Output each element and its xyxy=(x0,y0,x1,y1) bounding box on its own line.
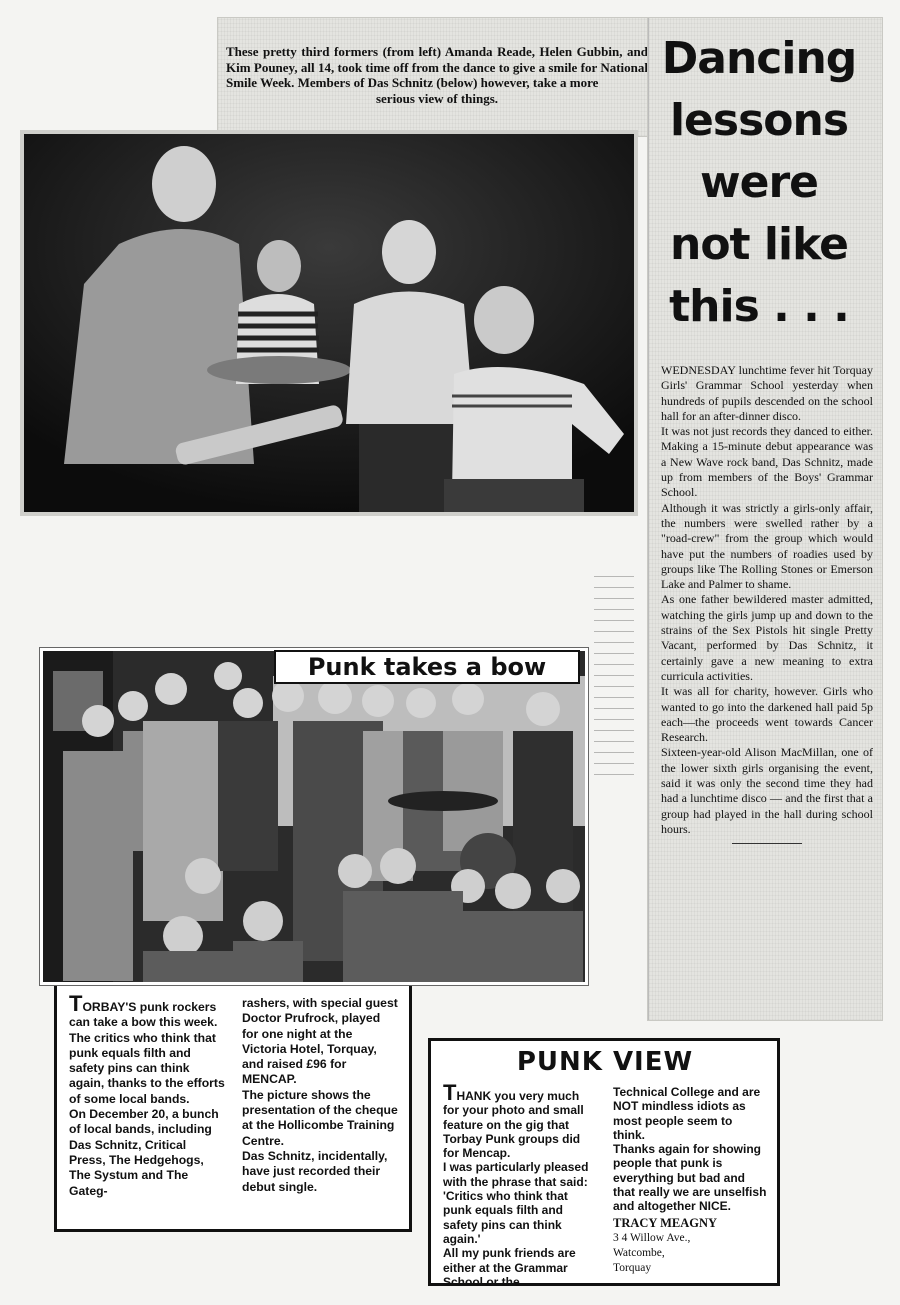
punk-view-letter xyxy=(428,1038,780,1289)
story-paragraph: Although it was strictly a girls-only affair, the numbers were swelled rather by a "road-crew" from the group which would have put the numbers of roadies used by groups like The Rolling Stones or Emerson Lake and Palmer to shame. xyxy=(661,500,873,592)
headline xyxy=(649,28,869,338)
dropcap: T xyxy=(443,1080,457,1105)
story-paragraph: It was all for charity, however. Girls who wanted to go into the darkened hall paid 5p each—the proceeds went towards Cancer Research. xyxy=(661,684,873,745)
letter-column-1 xyxy=(443,1080,597,1289)
letter-column-2 xyxy=(613,1085,767,1289)
headline-column xyxy=(648,18,882,1020)
torbay-article xyxy=(54,986,412,1232)
letter-paragraph: Technical College and are NOT mindless idiots as most people seem to think. xyxy=(613,1085,761,1142)
letter-title: PUNK VIEW xyxy=(516,1047,694,1077)
torbay-column-2 xyxy=(242,996,399,1199)
letter-paragraph: Thanks again for showing people that punk is everything but bad and that really we are unselfish and altogether NICE. xyxy=(613,1142,767,1214)
address-line: Watcombe, xyxy=(613,1246,665,1259)
torbay-paragraph: The picture shows the presentation of the cheque at the Hollicombe Training Centre. xyxy=(242,1087,398,1148)
headline-line: lessons xyxy=(669,95,849,146)
letter-paragraph: All my punk friends are either at the Grammar School or the xyxy=(443,1246,576,1289)
torbay-paragraph: On December 20, a bunch of local bands, including Das Schnitz, Critical Press, The Hedgehogs, The Systum and The Gateg- xyxy=(69,1107,219,1198)
caption-body: These pretty third formers (from left) Amanda Reade, Helen Gubbin, and Kim Pouney, all 14, took time off from the dance to give a smile for National Smile Week. Members of Das Schnitz (below) however, take a more xyxy=(226,44,648,90)
group-photo xyxy=(40,648,588,985)
torbay-paragraph: The critics who think that punk equals filth and safety pins can think again, thanks to the efforts of some local bands. xyxy=(69,1030,225,1106)
story-paragraph: As one father bewildered master admitted, watching the girls jump up and down to the strains of the Sex Pistols hit single Pretty Vacant, performed by Das Schnitz, it certainly gave a new meaning to extra curricula activities. xyxy=(661,592,873,683)
address-line: 3 4 Willow Ave., xyxy=(613,1231,691,1244)
story-paragraph: Sixteen-year-old Alison MacMillan, one of the lower sixth girls organising the event, said it was only the second time they had had a lunchtime disco — and the first that a group had played in the hall during school hours. xyxy=(661,745,873,836)
torbay-paragraph: ORBAY'S punk rockers can take a bow this week. xyxy=(69,1000,218,1030)
letter-signature: TRACY MEAGNY xyxy=(613,1215,718,1230)
end-rule xyxy=(732,843,802,844)
band-photo-image xyxy=(24,134,634,512)
headline-line: this . . . xyxy=(669,281,849,332)
band-photo xyxy=(20,130,638,516)
torbay-paragraph: Das Schnitz, incidentally, have just recorded their debut single. xyxy=(242,1148,388,1194)
story-text xyxy=(661,363,873,844)
address-line: Torquay xyxy=(613,1261,652,1274)
story-paragraph: WEDNESDAY lunchtime fever hit Torquay Girls' Grammar School yesterday when hundreds of pupils descended on the school hall for an after-dinner disco. xyxy=(661,363,873,423)
headline-line: were xyxy=(699,157,819,208)
headline-line: not like xyxy=(670,219,848,270)
photo-caption xyxy=(218,18,658,136)
punk-takes-a-bow-title: Punk takes a bow xyxy=(274,650,580,684)
torbay-column-1 xyxy=(69,991,226,1199)
letter-paragraph: HANK you very much for your photo and small feature on the gig that Torbay Punk groups did for Mencap. xyxy=(443,1089,584,1161)
torbay-paragraph: rashers, with special guest Doctor Prufrock, played for one night at the Victoria Hotel, Torquay, and raised £96 for MENCAP. xyxy=(242,996,398,1087)
dropcap: T xyxy=(69,991,83,1016)
headline-line: Dancing xyxy=(661,33,857,84)
caption-last-line: serious view of things. xyxy=(375,90,499,106)
letter-paragraph: I was particularly pleased with the phrase that said: 'Critics who think that punk equals filth and safety pins can think again.' xyxy=(443,1160,589,1246)
print-smear xyxy=(594,570,634,780)
group-photo-image xyxy=(43,651,585,982)
story-paragraph: It was not just records they danced to either. Making a 15-minute debut appearance was a New Wave rock band, Das Schnitz, made up from members of the Boys' Grammar School. xyxy=(661,424,873,500)
